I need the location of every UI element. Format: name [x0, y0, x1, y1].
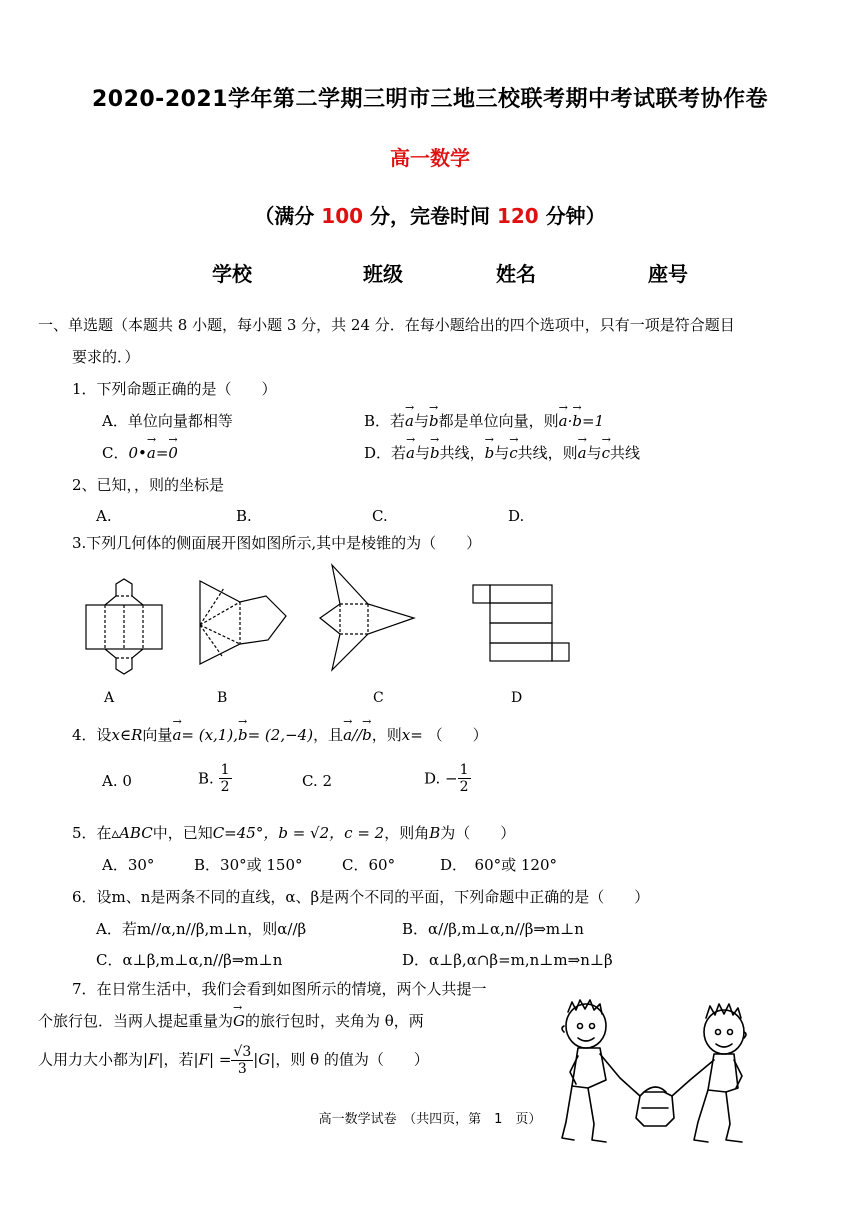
q7-line2	[38, 1010, 424, 1031]
vector-a: → a	[405, 412, 414, 430]
q4-option-b	[198, 762, 232, 795]
q4-b-val: = (2,−4)	[247, 726, 314, 744]
q7-weight-magnitude: |G|	[253, 1050, 276, 1069]
q4-mid: 向量	[142, 726, 173, 744]
q2-option-c: C.	[372, 507, 388, 525]
q1-option-d	[364, 442, 640, 463]
q4-d-pre: D.	[424, 769, 441, 788]
q4-x: x	[111, 726, 121, 744]
q4-option-c: C. 2	[302, 772, 333, 790]
score-prefix: （满分	[254, 204, 315, 228]
q6-option-b: B．α//β,m⊥α,n//β⇒m⊥n	[402, 920, 584, 938]
q3-label-b: B	[217, 690, 228, 706]
q4-b-fraction: $\frac{1}{2}$	[220, 762, 230, 795]
vector-c: → c	[509, 444, 517, 462]
q5-side-c: ，c = 2	[329, 824, 385, 842]
q4-q: = （ ）	[410, 726, 488, 744]
q1-option-b: B．若→ a与→ b都是单位向量，则→ a·→ b=1	[364, 410, 604, 431]
vector-a: → a	[406, 444, 415, 462]
q1-c-pre: C．	[102, 444, 129, 462]
score-mid: 分，完卷时间	[370, 204, 490, 228]
q5-q: 为（ ）	[440, 824, 516, 842]
q1-d-mid1: 与	[414, 444, 430, 462]
vector-a: → a	[172, 726, 181, 744]
q2-option-a: A.	[96, 507, 112, 525]
q7-force-magnitude: |F|	[143, 1050, 164, 1069]
q5-option-a: A．30°	[102, 856, 155, 874]
net-figure-a	[80, 578, 170, 676]
q6-option-d: D．α⊥β,α∩β=m,n⊥m⇒n⊥β	[402, 951, 613, 969]
vector-b: → b	[238, 726, 248, 744]
q1-d-pre: D．若	[364, 444, 407, 462]
q6-stem: 6．设m、n是两条不同的直线，α、β是两个不同的平面，下列命题中正确的是（ ）	[72, 888, 650, 906]
q1-b-mid2: 都是单位向量，则	[438, 412, 559, 430]
q6-option-a: A．若m//α,n//β,m⊥n，则α//β	[96, 920, 307, 938]
q1-b-eq: =1	[581, 412, 605, 430]
q1-d-end: 共线	[610, 444, 641, 462]
q7-force-eq: |F| =	[193, 1050, 232, 1069]
q4-d-sign: −	[445, 769, 458, 788]
q4-b-pre: B.	[198, 769, 214, 788]
q1-b-mid1: 与	[413, 412, 429, 430]
exam-title: 2020-2021学年第二学期三明市三地三校联考期中考试联考协作卷	[91, 87, 769, 112]
q2-option-d: D.	[508, 507, 525, 525]
q1-c-expr: 0•	[128, 444, 147, 462]
q1-option-c	[102, 442, 178, 463]
vector-a: → a	[578, 444, 587, 462]
vector-a: → a	[147, 444, 156, 462]
field-class: 班级	[363, 262, 403, 286]
exam-subject: 高一数学	[390, 146, 470, 170]
time-value: 120	[496, 204, 539, 228]
q5-option-d: D． 60°或 120°	[440, 856, 558, 874]
q5-side-b: ，b = √2	[263, 824, 330, 842]
q4-cond: ，且	[313, 726, 344, 744]
q5-mid: 中，已知	[152, 824, 213, 842]
q4-pre: 4．设	[72, 726, 112, 744]
section-heading-line2: 要求的．）	[72, 348, 140, 366]
field-school: 学校	[212, 262, 252, 286]
vector-b: → b	[430, 444, 440, 462]
zero-vector: → 0	[168, 444, 178, 462]
q4-end: ，则	[371, 726, 402, 744]
q1-stem: 1．下列命题正确的是（ ）	[72, 380, 277, 398]
net-figure-c	[318, 562, 418, 674]
q4-stem	[72, 724, 488, 745]
q7-line3	[38, 1044, 429, 1077]
score-value: 100	[321, 204, 364, 228]
net-figure-b	[194, 578, 290, 666]
q6-option-c: C．α⊥β,m⊥α,n//β⇒m⊥n	[96, 951, 283, 969]
q1-c-eq: =	[155, 444, 169, 462]
q1-b-pre: B．若	[364, 412, 406, 430]
q1-option-a: A．单位向量都相等	[102, 412, 233, 430]
exam-score-info	[0, 200, 860, 229]
q4-parallel: //	[352, 726, 363, 744]
q7-line2-end: 的旅行包时，夹角为 θ，两	[245, 1012, 424, 1030]
q4-x2: x	[401, 726, 411, 744]
q1-d-mid3: 与	[494, 444, 510, 462]
vector-b: → b	[429, 412, 439, 430]
q7-line2-pre: 个旅行包．当两人提起重量为	[38, 1012, 234, 1030]
q5-option-b: B．30°或 150°	[194, 856, 303, 874]
q2-option-b: B.	[236, 507, 252, 525]
q1-d-mid2: 共线，	[439, 444, 485, 462]
q4-R: R	[131, 726, 143, 744]
q5-pre: 5．在	[72, 824, 112, 842]
vector-a: → a	[343, 726, 352, 744]
q7-line1: 7．在日常生活中，我们会看到如图所示的情境，两个人共提一	[72, 980, 487, 998]
q3-stem: 3.下列几何体的侧面展开图如图所示,其中是棱锥的为（ ）	[72, 534, 482, 552]
q7-line3-mid: ，若	[163, 1050, 194, 1069]
q3-label-d: D	[511, 690, 523, 706]
q7-fraction: $\frac{√3}{3}$	[233, 1044, 252, 1077]
q5-angle-b: B	[429, 824, 441, 842]
q5-option-c: C．60°	[342, 856, 396, 874]
q5-stem	[72, 822, 515, 843]
q5-triangle: ▵ABC	[111, 824, 153, 842]
vector-b: → b	[362, 726, 372, 744]
vector-b: → b	[572, 412, 582, 430]
q3-label-c: C	[373, 690, 384, 706]
vector-g: → G	[233, 1012, 245, 1030]
q5-angle-c: C=45°	[212, 824, 264, 842]
q4-in: ∈	[120, 726, 132, 744]
q4-option-a: A. 0	[102, 772, 132, 790]
q3-label-a: A	[104, 690, 115, 706]
net-figure-d	[470, 582, 574, 666]
q2-stem: 2、已知，，则的坐标是	[72, 476, 225, 494]
vector-a: → a	[559, 412, 568, 430]
q1-d-mid4: 共线，则	[517, 444, 578, 462]
section-heading-line1: 一、单选题（本题共 8 小题，每小题 3 分，共 24 分．在每小题给出的四个选项中，只有一项是符合题目	[38, 316, 735, 334]
q5-end: ，则角	[384, 824, 430, 842]
q1-d-mid5: 与	[586, 444, 602, 462]
vector-c: → c	[602, 444, 610, 462]
q4-a-val: = (x,1),	[181, 726, 238, 744]
q7-line3-end: ，则 θ 的值为（ ）	[275, 1050, 429, 1069]
score-suffix: 分钟）	[545, 204, 606, 228]
field-name: 姓名	[496, 262, 536, 286]
field-seat: 座号	[648, 262, 688, 286]
page-footer: 高一数学试卷 （共四页，第 1 页）	[318, 1112, 542, 1127]
q7-line3-pre: 人用力大小都为	[38, 1050, 144, 1069]
q4-d-fraction: $\frac{1}{2}$	[459, 762, 469, 795]
q4-option-d	[424, 762, 471, 795]
vector-b: → b	[485, 444, 495, 462]
